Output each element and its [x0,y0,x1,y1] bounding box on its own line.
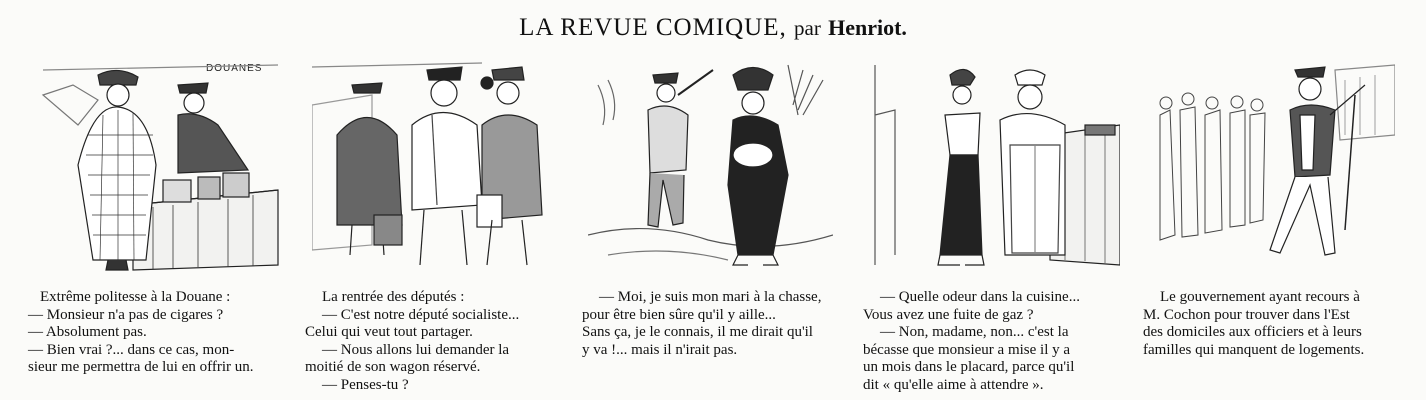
page-title [0,14,1426,42]
caption-line: — Quelle odeur dans la cuisine... [880,289,1080,305]
officers-illustration [1150,55,1395,275]
kitchen-illustration [870,55,1120,275]
caption-panel-1 [28,289,285,377]
caption-panel-2 [305,289,567,394]
caption-line: moitié de son wagon réservé. [305,359,481,375]
caption-line: La rentrée des députés : [322,289,465,305]
cartoon-panel-2 [312,55,552,275]
caption-line: pour être bien sûre qu'il y aille... [582,306,776,323]
deputies-illustration [312,55,552,275]
caption-line: bécasse que monsieur a mise il y a [863,341,1071,358]
caption-line: dit « qu'elle aime à attendre ». [863,376,1044,393]
cartoon-panel-3 [588,55,833,275]
hunting-illustration [588,55,833,275]
title-by: par [794,16,821,40]
caption-line: — Bien vrai ?... dans ce cas, mon- [28,341,235,358]
caption-line: un mois dans le placard, parce qu'il [863,359,1075,375]
title-author: Henriot. [828,15,907,40]
caption-line: Vous avez une fuite de gaz ? [863,306,1034,323]
customs-illustration [38,55,280,275]
caption-panel-4 [863,289,1125,394]
caption-line: Sans ça, je le connais, il me dirait qu'il [582,324,813,340]
cartoon-panel-5 [1150,55,1395,275]
cartoon-panel-4 [870,55,1120,275]
caption-line: sieur me permettra de lui en offrir un. [28,359,254,375]
caption-line: — Non, madame, non... c'est la [880,324,1069,340]
caption-line: Le gouvernement ayant recours à [1160,289,1360,305]
caption-line: M. Cochon pour trouver dans l'Est [1143,306,1350,323]
caption-line: — Moi, je suis mon mari à la chasse, [599,289,822,305]
douanes-sign: DOUANES [206,63,263,74]
caption-panel-3 [582,289,844,359]
title-main: LA REVUE COMIQUE, [519,14,787,41]
caption-line: y va !... mais il n'irait pas. [582,341,738,358]
caption-line: — Penses-tu ? [322,376,409,393]
caption-line: Extrême politesse à la Douane : [40,289,231,305]
caption-line: Celui qui veut tout partager. [305,324,473,340]
cartoon-panel-1 [38,55,280,275]
caption-panel-5 [1143,289,1405,359]
caption-line: — Absolument pas. [28,324,147,340]
caption-line: — C'est notre député socialiste... [322,306,520,323]
caption-line: — Nous allons lui demander la [322,341,510,358]
caption-line: — Monsieur n'a pas de cigares ? [28,306,224,323]
caption-line: des domiciles aux officiers et à leurs [1143,324,1362,340]
caption-line: familles qui manquent de logements. [1143,341,1365,358]
